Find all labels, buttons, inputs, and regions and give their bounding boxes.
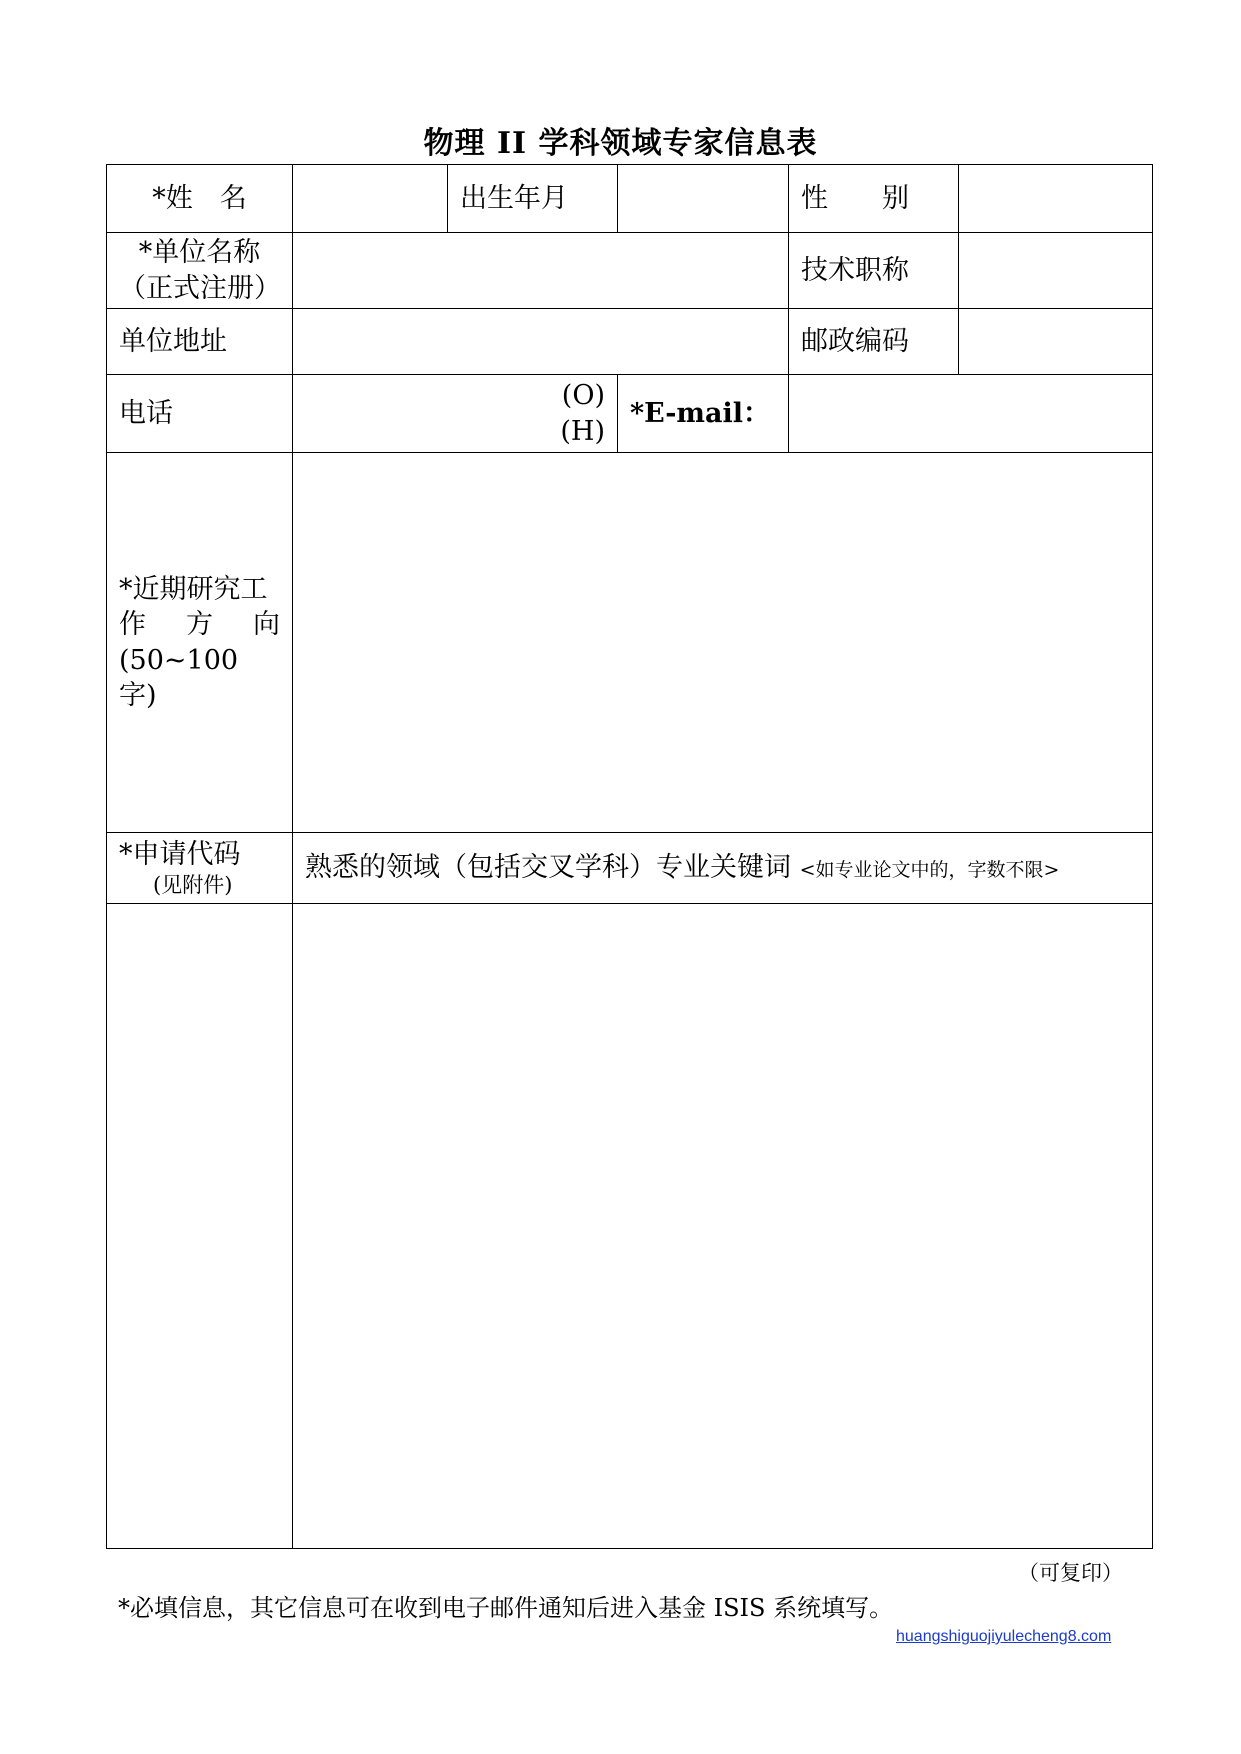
org-field[interactable] (293, 233, 789, 309)
keywords-field[interactable] (293, 904, 1153, 1549)
name-label: *姓 名 (107, 165, 293, 233)
research-char-3: 向 (253, 609, 280, 641)
phone-office-tag: (O) (561, 380, 605, 412)
research-char-1: 作 (119, 609, 146, 641)
code-label-main: *申请代码 (119, 838, 241, 870)
expert-info-form (106, 164, 1153, 1549)
org-label (107, 233, 293, 309)
code-field[interactable] (107, 904, 293, 1549)
address-field[interactable] (293, 309, 789, 375)
research-char-2: 方 (186, 609, 213, 641)
phone-label: 电话 (107, 375, 293, 453)
research-label-line3: (50~100 字) (119, 644, 239, 711)
phone-field[interactable] (293, 375, 618, 453)
research-field[interactable] (293, 453, 1153, 833)
address-label: 单位地址 (107, 309, 293, 375)
research-label (107, 453, 293, 833)
research-label-line1: *近期研究工 (119, 574, 268, 606)
row-address (107, 309, 1153, 375)
code-label-sub: (见附件) (153, 872, 233, 897)
postcode-field[interactable] (959, 309, 1153, 375)
row-phone (107, 375, 1153, 453)
birth-label: 出生年月 (448, 165, 618, 233)
research-label-line2 (119, 607, 280, 642)
phone-home-tag: (H) (560, 415, 605, 447)
birth-field[interactable] (618, 165, 789, 233)
title-rank-label: 技术职称 (789, 233, 959, 309)
keywords-hint: <如专业论文中的，字数不限> (799, 859, 1060, 882)
keywords-header (293, 833, 1153, 904)
gender-field[interactable] (959, 165, 1153, 233)
email-field[interactable] (789, 375, 1153, 453)
org-label-line2: （正式注册） (119, 272, 281, 304)
page-title: 物理 II 学科领域专家信息表 (423, 126, 818, 161)
row-code (107, 833, 1153, 904)
footnote: *必填信息，其它信息可在收到电子邮件通知后进入基金 ISIS 系统填写。 (118, 1594, 894, 1622)
name-field[interactable] (293, 165, 448, 233)
org-label-line1: *单位名称 (138, 237, 261, 269)
row-name (107, 165, 1153, 233)
row-code-entries (107, 904, 1153, 1549)
email-label: *E-mail： (618, 375, 789, 453)
gender-label: 性 别 (789, 165, 959, 233)
code-label (107, 833, 293, 904)
keywords-label: 熟悉的领域（包括交叉学科）专业关键词 (305, 852, 791, 884)
website-link[interactable]: huangshiguojiyulecheng8.com (896, 1628, 1112, 1645)
postcode-label: 邮政编码 (789, 309, 959, 375)
row-org (107, 233, 1153, 309)
copy-note: （可复印） (1018, 1561, 1123, 1585)
title-rank-field[interactable] (959, 233, 1153, 309)
row-research (107, 453, 1153, 833)
